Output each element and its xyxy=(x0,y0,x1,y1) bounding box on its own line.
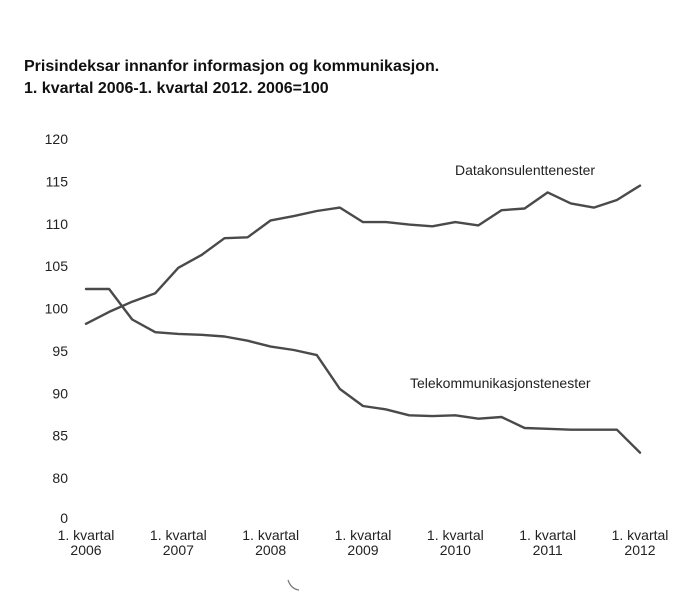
chart-subtitle: 1. kvartal 2006-1. kvartal 2012. 2006=100 xyxy=(24,80,329,97)
series-label-telekommunikasjonstenester: Telekommunikasjonstenester xyxy=(410,375,591,391)
x-tick-label: 1. kvartal 2008 xyxy=(242,527,300,558)
series-lines xyxy=(86,186,640,453)
y-tick-label: 100 xyxy=(44,300,68,317)
y-tick-label: 0 xyxy=(60,510,68,526)
x-tick-label: 1. kvartal 2010 xyxy=(426,527,484,558)
y-tick-label: 120 xyxy=(44,131,68,147)
y-tick-label: 80 xyxy=(52,470,68,486)
series-label-datakonsulenttenester: Datakonsulenttenester xyxy=(455,162,596,178)
x-tick-label: 1. kvartal 2011 xyxy=(519,527,577,558)
y-tick-label: 110 xyxy=(45,215,68,232)
x-tick-label: 1. kvartal 2012 xyxy=(611,527,669,558)
series-line-telekommunikasjonstenester xyxy=(86,289,640,453)
series-line-datakonsulenttenester xyxy=(86,186,640,324)
x-tick-label: 1. kvartal 2009 xyxy=(334,527,392,558)
y-axis xyxy=(45,131,69,526)
y-tick-label: 115 xyxy=(45,173,68,190)
scan-artifact-mark xyxy=(288,580,299,590)
y-tick-label: 90 xyxy=(52,385,68,402)
x-tick-label: 1. kvartal 2006 xyxy=(57,527,115,558)
y-tick-label: 85 xyxy=(52,427,68,444)
x-tick-label: 1. kvartal 2007 xyxy=(149,527,207,558)
y-tick-label: 105 xyxy=(44,258,68,275)
chart-title: Prisindeksar innanfor informasjon og kommunikasjon. xyxy=(24,58,440,75)
y-tick-label: 95 xyxy=(52,342,68,359)
x-axis xyxy=(58,527,669,558)
